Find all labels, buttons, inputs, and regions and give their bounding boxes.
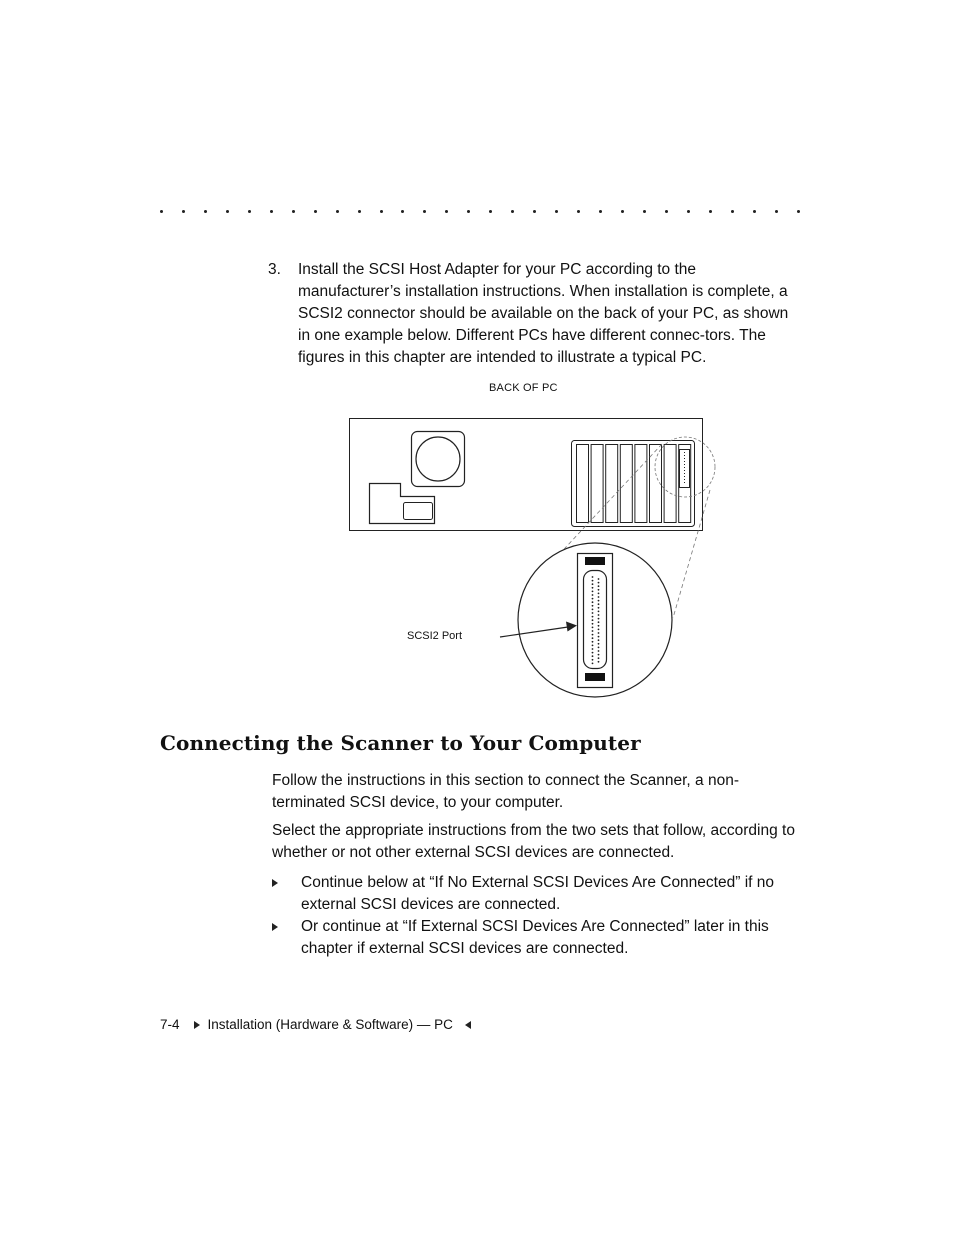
- connector-pin: [592, 619, 594, 621]
- connector-pin: [592, 648, 594, 650]
- bullet-arrow-icon: [272, 879, 278, 887]
- section-heading: Connecting the Scanner to Your Computer: [160, 731, 641, 755]
- connector-pin: [598, 639, 600, 641]
- connector-pin: [598, 625, 600, 627]
- connector-pin: [598, 661, 600, 663]
- connector-pin: [592, 627, 594, 629]
- connector-pin: [592, 598, 594, 600]
- connector-pin: [598, 636, 600, 638]
- connector-pin: [592, 659, 594, 661]
- power-supply: [370, 484, 435, 524]
- select-paragraph: Select the appropriate instructions from the two sets that follow, according to whether or not other external SCSI devices are connected.: [272, 822, 795, 861]
- connector-pin: [598, 647, 600, 649]
- right-triangle-icon: [194, 1021, 200, 1029]
- expansion-slot: [591, 445, 603, 523]
- connector-pin: [598, 621, 600, 623]
- connector-pin: [592, 630, 594, 632]
- connector-pin: [592, 591, 594, 593]
- connector-pin: [598, 618, 600, 620]
- connector-pin: [598, 632, 600, 634]
- page-footer: [160, 1017, 471, 1032]
- connector-pin: [598, 578, 600, 580]
- connector-pin: [598, 585, 600, 587]
- connector-pin: [592, 605, 594, 607]
- expansion-slot: [606, 445, 618, 523]
- connector-pin: [592, 663, 594, 665]
- connector-pin: [592, 623, 594, 625]
- connector-pin: [598, 593, 600, 595]
- fan-housing: [412, 432, 465, 487]
- connector-pin: [592, 634, 594, 636]
- connector-pin: [598, 611, 600, 613]
- connector-pin: [592, 576, 594, 578]
- bullet-arrow-icon: [272, 923, 278, 931]
- connector-pin: [592, 580, 594, 582]
- connector-pin: [598, 603, 600, 605]
- connector-pin: [592, 641, 594, 643]
- expansion-slots: [577, 445, 691, 523]
- expansion-slot: [679, 445, 691, 523]
- page-number: 7-4: [160, 1017, 180, 1032]
- expansion-slot: [577, 445, 589, 523]
- connector-pin: [592, 652, 594, 654]
- connector-pin: [592, 587, 594, 589]
- footer-title: Installation (Hardware & Software) — PC: [207, 1017, 453, 1032]
- connector-pin: [592, 612, 594, 614]
- scsi2-port-label: SCSI2 Port: [407, 630, 463, 642]
- connector-pin: [598, 596, 600, 598]
- connector-pin: [592, 609, 594, 611]
- connector-pin: [592, 583, 594, 585]
- intro-paragraph: Follow the instructions in this section to connect the Scanner, a non-terminated SCSI device, to your computer.: [272, 772, 739, 811]
- connector-pin: [598, 589, 600, 591]
- connector-pin: [598, 582, 600, 584]
- connector-pin: [598, 629, 600, 631]
- step-text: Install the SCSI Host Adapter for your PC according to the manufacturer’s installation instructions. When installation is complete, a SCSI2 connector should be available on the back of your PC, as shown in one example below. Different PCs have different connec-tors. The figures in this chapter are intended to illustrate a typical PC.: [298, 261, 789, 366]
- bullet-text: Or continue at “If External SCSI Devices Are Connected” later in this chapter if external SCSI devices are connected.: [301, 918, 769, 957]
- connector-pin: [592, 637, 594, 639]
- expansion-slot: [635, 445, 647, 523]
- connector-pin: [598, 643, 600, 645]
- connector-pin: [592, 616, 594, 618]
- expansion-slot: [620, 445, 632, 523]
- connector-pin: [592, 594, 594, 596]
- connector-pin: [598, 650, 600, 652]
- figure-caption: BACK OF PC: [489, 382, 558, 394]
- connector-pin: [592, 655, 594, 657]
- connector-pin: [598, 657, 600, 659]
- expansion-slot: [664, 445, 676, 523]
- connector-pin: [598, 614, 600, 616]
- connector-pin: [598, 600, 600, 602]
- connector-pin: [598, 607, 600, 609]
- connector-pin: [598, 654, 600, 656]
- connector-pin: [592, 645, 594, 647]
- connector-pin: [592, 601, 594, 603]
- list-item: [272, 872, 802, 916]
- options-list: [272, 872, 802, 960]
- power-socket: [404, 503, 433, 520]
- fan-circle: [416, 437, 460, 481]
- step-number: 3.: [268, 261, 281, 278]
- left-triangle-icon: [465, 1021, 471, 1029]
- list-item: [272, 916, 802, 960]
- bullet-text: Continue below at “If No External SCSI Devices Are Connected” if no external SCSI devices are connected.: [301, 874, 774, 913]
